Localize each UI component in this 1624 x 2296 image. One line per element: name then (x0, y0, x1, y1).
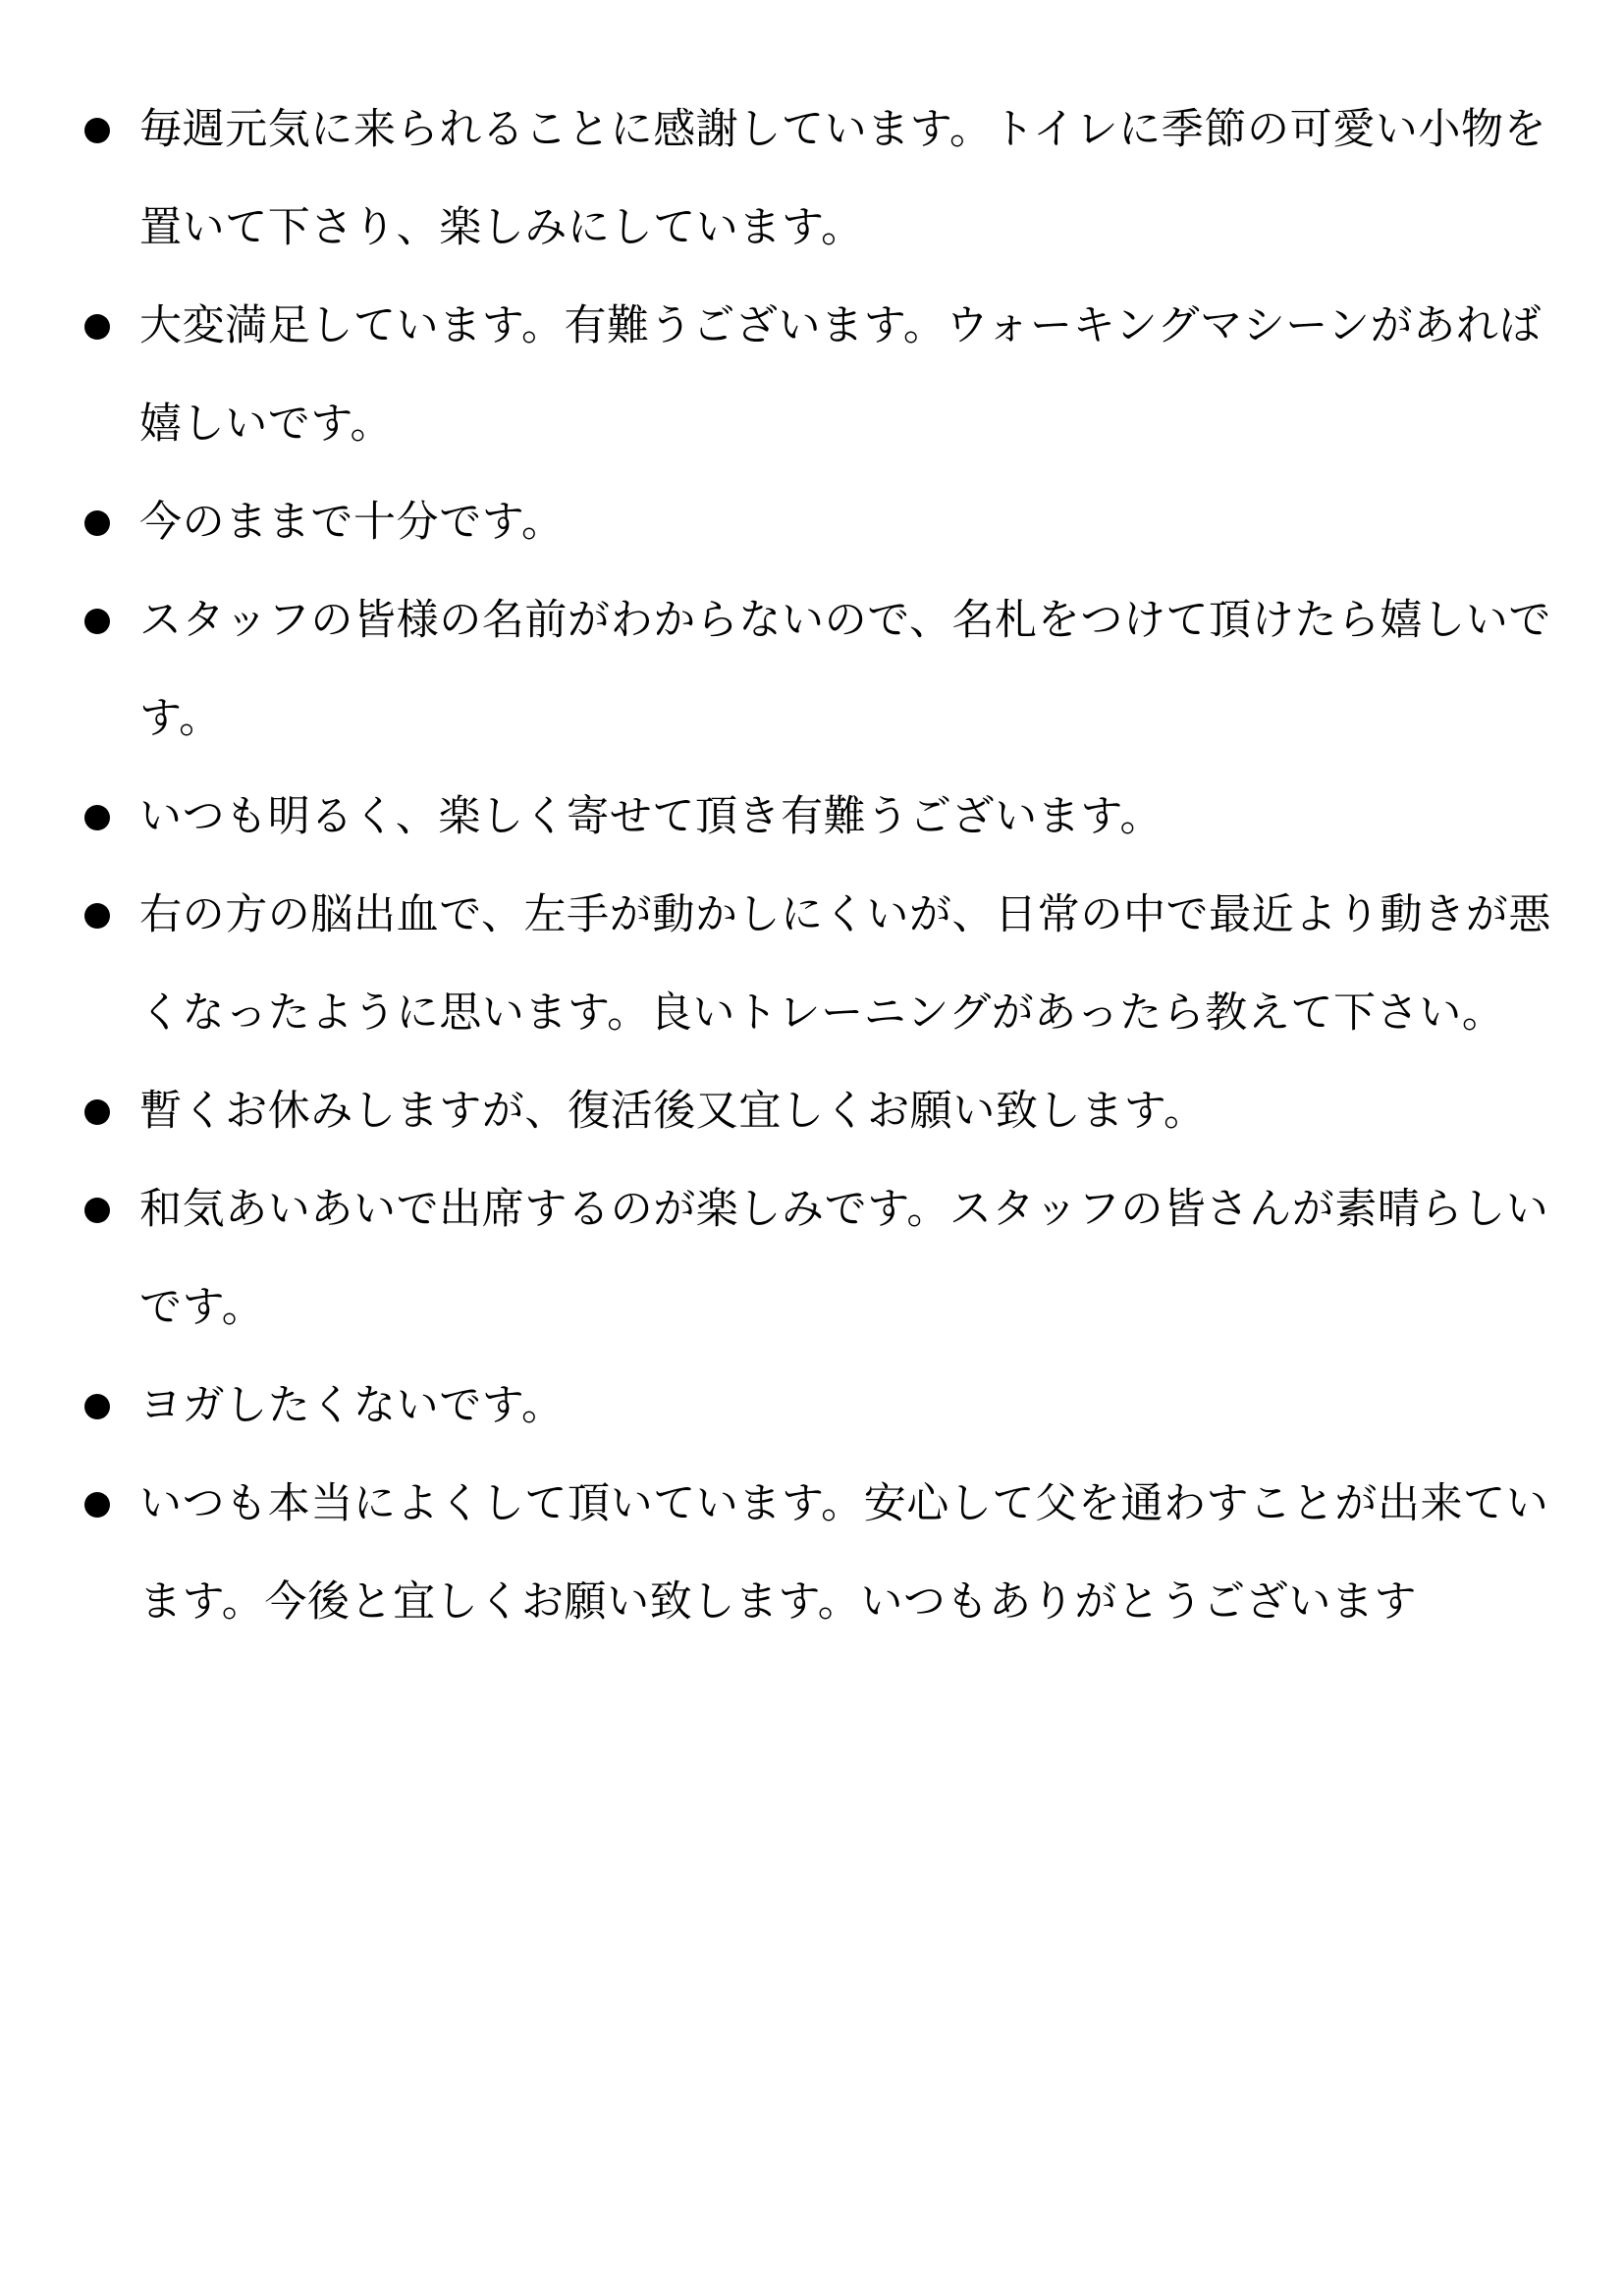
list-item (79, 1160, 1551, 1357)
comment-text: 和気あいあいで出席するのが楽しみです。スタッフの皆さんが素晴らしいです。 (139, 1185, 1549, 1332)
list-item (79, 571, 1551, 768)
bullet-icon (84, 609, 110, 634)
comment-text: 暫くお休みしますが、復活後又宜しくお願い致します。 (139, 1087, 1207, 1136)
comment-text: 大変満足しています。有難うございます。ウォーキングマシーンがあれば嬉しいです。 (139, 301, 1543, 449)
list-item (79, 80, 1551, 277)
list-item (79, 473, 1551, 571)
bullet-icon (84, 1099, 110, 1125)
comment-text: 今のままで十分です。 (139, 498, 565, 547)
comment-text: ヨガしたくないです。 (139, 1381, 565, 1430)
bullet-icon (84, 1492, 110, 1518)
bullet-icon (84, 118, 110, 143)
bullet-icon (84, 805, 110, 830)
list-item (79, 1357, 1551, 1455)
list-item (79, 1062, 1551, 1160)
bullet-icon (84, 510, 110, 536)
comment-text: 毎週元気に来られることに感謝しています。トイレに季節の可愛い小物を置いて下さり、楽しみにしています。 (139, 105, 1547, 252)
bullet-icon (84, 1394, 110, 1419)
list-item (79, 277, 1551, 473)
comment-text: スタッフの皆様の名前がわからないので、名札をつけて頂けたら嬉しいです。 (139, 596, 1551, 743)
list-item (79, 768, 1551, 866)
list-item (79, 1455, 1551, 1651)
bullet-icon (84, 1198, 110, 1223)
comment-list (79, 80, 1551, 1651)
list-item (79, 866, 1551, 1062)
comment-text: いつも本当によくして頂いています。安心して父を通わすことが出来ています。今後と宜しくお願い致します。いつもありがとうございます (139, 1479, 1549, 1627)
comment-text: いつも明るく、楽しく寄せて頂き有難うございます。 (139, 792, 1164, 841)
bullet-icon (84, 903, 110, 929)
bullet-icon (84, 314, 110, 340)
comment-text: 右の方の脳出血で、左手が動かしにくいが、日常の中で最近より動きが悪くなったように思います。良いトレーニングがあったら教えて下さい。 (139, 890, 1551, 1038)
